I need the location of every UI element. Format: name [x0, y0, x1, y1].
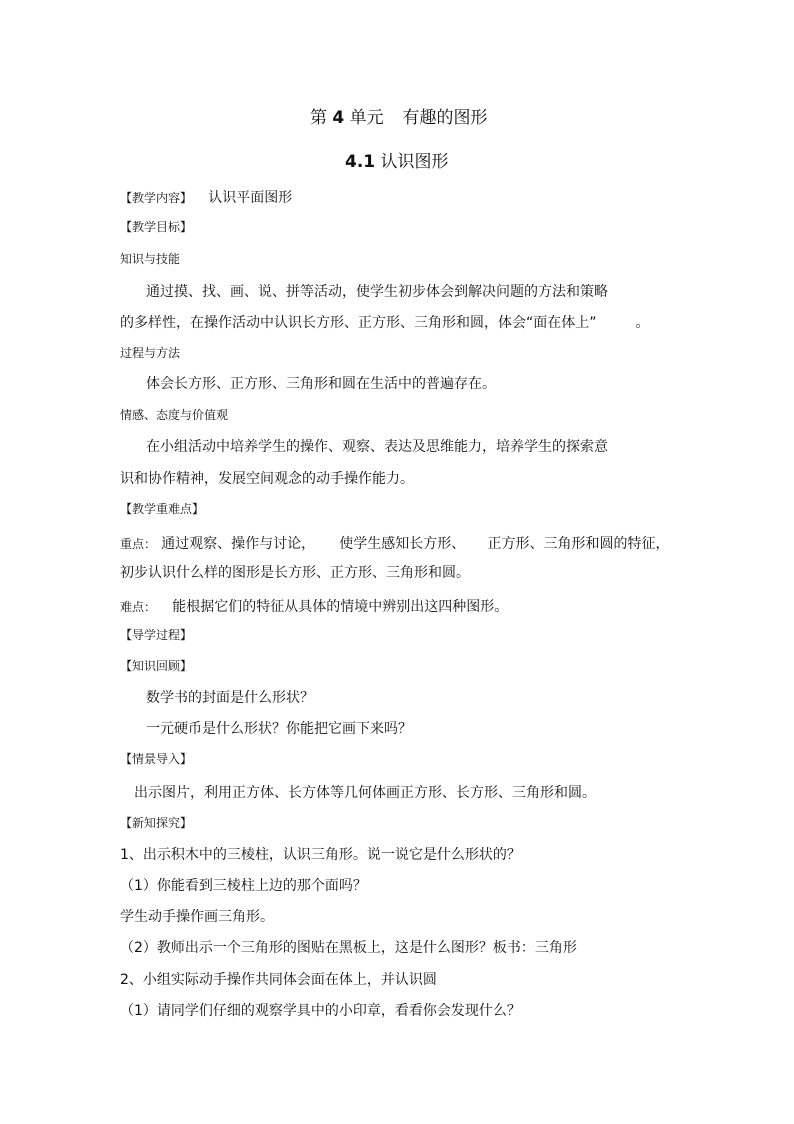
teaching-content	[120, 189, 292, 205]
scene-intro-text: 出示图片，利用正方体、长方体等几何体画正方形、长方形、三角形和圆。	[134, 785, 596, 801]
guide-process-label: 【导学过程】	[120, 628, 193, 642]
emotion-values-line2: 识和协作精神，发展空间观念的动手操作能力。	[120, 471, 414, 487]
new-explore-label: 【新知探究】	[120, 816, 193, 830]
lesson-title	[345, 154, 449, 171]
key-point-part1: 通过观察、操作与讨论，	[161, 536, 316, 552]
difficult-point-text: 能根据它们的特征从具体的情境中辨别出这四种图形。	[172, 599, 509, 615]
unit-title	[310, 110, 487, 127]
knowledge-skills-line2-end: 。	[635, 315, 650, 331]
lesson-number: 4.1	[345, 152, 376, 172]
teaching-content-value: 认识平面图形	[208, 190, 293, 206]
knowledge-skills-line2: 的多样性，在操作活动中认识长方形、正方形、三角形和圆，体会“面在体上”	[120, 315, 597, 331]
key-point-line2: 初步认识什么样的图形是长方形、正方形、三角形和圆。	[120, 565, 470, 581]
unit-title-prefix: 第	[310, 108, 327, 128]
process-methods-line1: 体会长方形、正方形、三角形和圆在生活中的普遍存在。	[146, 376, 496, 392]
review-question-1: 数学书的封面是什么形状？	[146, 690, 314, 706]
explore-item-1-text: 学生动手操作画三角形。	[120, 909, 274, 925]
unit-title-suffix: 单元	[349, 108, 384, 128]
unit-topic: 有趣的图形	[402, 108, 488, 128]
scene-intro-label: 【情景导入】	[120, 752, 193, 766]
explore-item-2-sub-1: （1）请同学们仔细的观察学具中的小印章，看看你会发现什么？	[120, 1003, 521, 1019]
teaching-content-label: 【教学内容】	[120, 191, 193, 205]
review-question-2: 一元硬币是什么形状？你能把它画下来吗？	[146, 721, 412, 737]
review-label: 【知识回顾】	[120, 659, 193, 673]
difficult-point-label: 难点：	[120, 600, 157, 614]
explore-item-1: 1、出示积木中的三棱柱，认识三角形。说一说它是什么形状的？	[120, 847, 521, 863]
explore-item-1-sub-1: （1）你能看到三棱柱上边的那个面吗？	[120, 878, 367, 894]
knowledge-skills-line2-row	[120, 316, 649, 330]
emotion-values-line1: 在小组活动中培养学生的操作、观察、表达及思维能力，培养学生的探索意	[146, 439, 608, 455]
difficult-point-row	[120, 598, 508, 614]
explore-item-1-sub-2: （2）教师出示一个三角形的图贴在黑板上，这是什么图形？板书：三角形	[120, 940, 577, 956]
key-point-row	[120, 535, 669, 551]
knowledge-skills-line1: 通过摸、找、画、说、拼等活动，使学生初步体会到解决问题的方法和策略	[146, 284, 608, 300]
key-difficult-label: 【教学重难点】	[120, 502, 205, 516]
key-point-label: 重点：	[120, 537, 157, 551]
key-point-part2: 使学生感知长方形、	[339, 536, 466, 552]
unit-number: 4	[332, 108, 345, 128]
teaching-goals-label: 【教学目标】	[120, 220, 193, 234]
explore-item-2: 2、小组实际动手操作共同体会面在体上，并认识圆	[120, 972, 437, 988]
key-point-part3: 正方形、三角形和圆的特征，	[487, 536, 670, 552]
lesson-name: 认识图形	[380, 152, 449, 172]
emotion-values-heading: 情感、态度与价值观	[120, 408, 229, 422]
knowledge-skills-heading: 知识与技能	[120, 252, 181, 266]
process-methods-heading: 过程与方法	[120, 346, 181, 360]
